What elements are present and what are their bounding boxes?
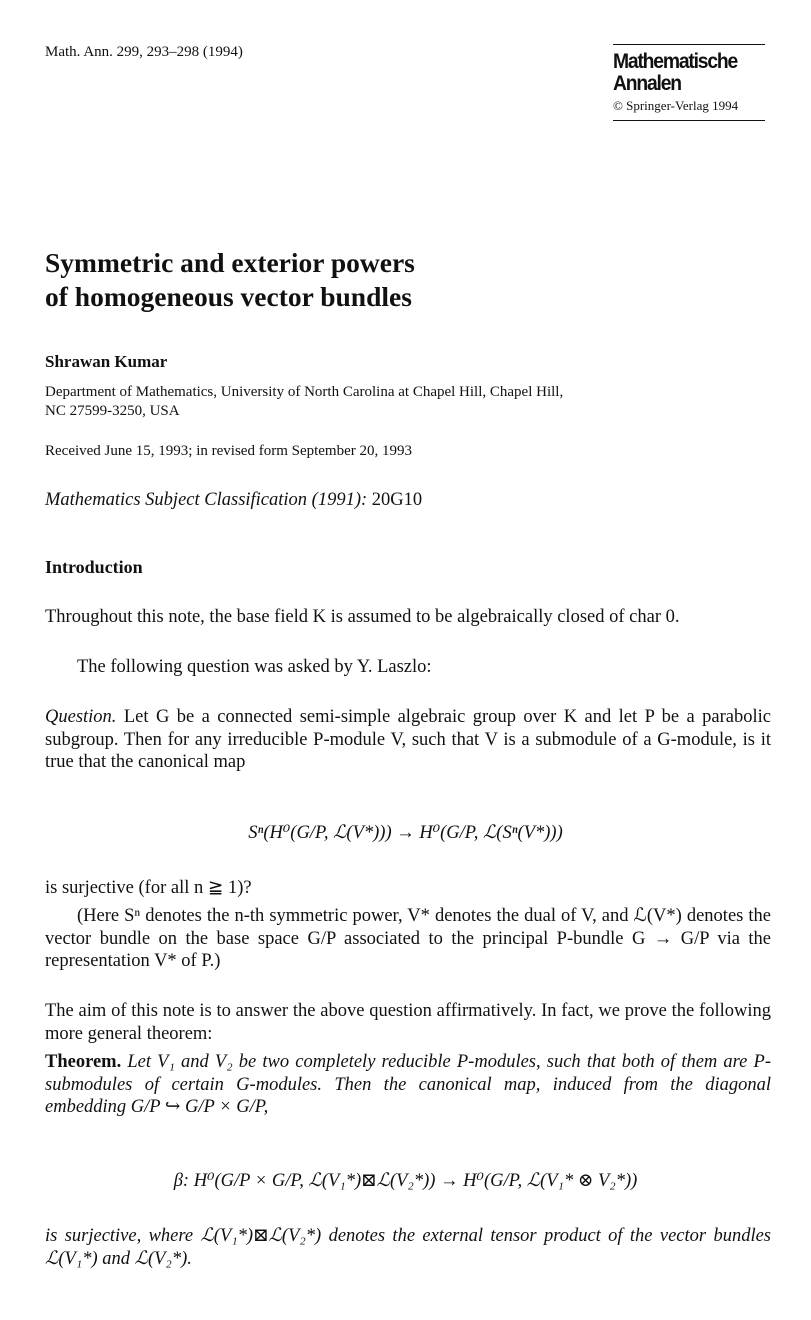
paragraph-external-tensor: is surjective, where ℒ(V₁*)⊠ℒ(V₂*) denotes the external tensor product of the vector bundles ℒ(V₁*) and ℒ(V₂*). [45, 1226, 771, 1269]
subject-classification [45, 490, 422, 511]
theorem-text: Let V₁ and V₂ be two completely reducible P-modules, such that both of them are P-submodules of certain G-modules. Then the canonical map, induced from the diagonal embedding G/P ↪ G/P × G/P, [45, 1052, 772, 1117]
msc-label: Mathematics Subject Classification (1991): [45, 490, 368, 510]
journal-citation: Math. Ann. 299, 293–298 (1994) [45, 44, 243, 60]
affiliation-line1: Department of Mathematics, University of North Carolina at Chapel Hill, Chapel Hill, [45, 384, 564, 400]
affiliation [45, 383, 745, 421]
received-dates: Received June 15, 1993; in revised form September 20, 1993 [45, 443, 413, 459]
copyright: © Springer-Verlag 1994 [613, 98, 739, 113]
theorem-label: Theorem. [45, 1052, 122, 1072]
paragraph-question-intro: The following question was asked by Y. Laszlo: [77, 657, 432, 677]
paragraph-aim: The aim of this note is to answer the above question affirmatively. In fact, we prove the following more general theorem: [45, 1001, 771, 1044]
paragraph-question [45, 706, 771, 774]
title-line1: Symmetric and exterior powers [45, 247, 415, 278]
journal-name-line2: Annalen [613, 72, 681, 95]
masthead-bottom-rule [613, 120, 765, 121]
journal-name-line1: Mathematische [613, 50, 738, 73]
affiliation-line2: NC 27599-3250, USA [45, 403, 180, 419]
question-text: Let G be a connected semi-simple algebraic group over K and let P be a parabolic subgroup. Then for any irreducible P-module V, such that V is a submodule of a G-module, is it true that the canonical map [45, 707, 771, 772]
question-label: Question. [45, 707, 117, 727]
paper-title [45, 246, 415, 314]
journal-masthead [613, 44, 765, 121]
paragraph-base-field: Throughout this note, the base field K is assumed to be algebraically closed of char 0. [45, 607, 680, 627]
title-line2: of homogeneous vector bundles [45, 281, 412, 312]
paragraph-surjective-question: is surjective (for all n ≧ 1)? [45, 878, 252, 898]
masthead-top-rule [613, 44, 765, 45]
equation-symmetric-map: Sⁿ(H⁰(G/P, ℒ(V*))) → H⁰(G/P, ℒ(Sⁿ(V*))) [248, 823, 563, 843]
equation-beta-map: β: H⁰(G/P × G/P, ℒ(V₁*)⊠ℒ(V₂*)) → H⁰(G/P, ℒ(V₁* ⊗ V₂*)) [173, 1171, 638, 1191]
msc-code: 20G10 [371, 490, 423, 510]
section-heading: Introduction [45, 557, 143, 577]
paragraph-theorem [45, 1051, 771, 1119]
paragraph-notation: (Here Sⁿ denotes the n-th symmetric power, V* denotes the dual of V, and ℒ(V*) denotes the vector bundle on the base space G/P associated to the principal P-bundle G → G/P via the representation V* of P.) [45, 906, 771, 971]
author-name: Shrawan Kumar [45, 352, 168, 371]
